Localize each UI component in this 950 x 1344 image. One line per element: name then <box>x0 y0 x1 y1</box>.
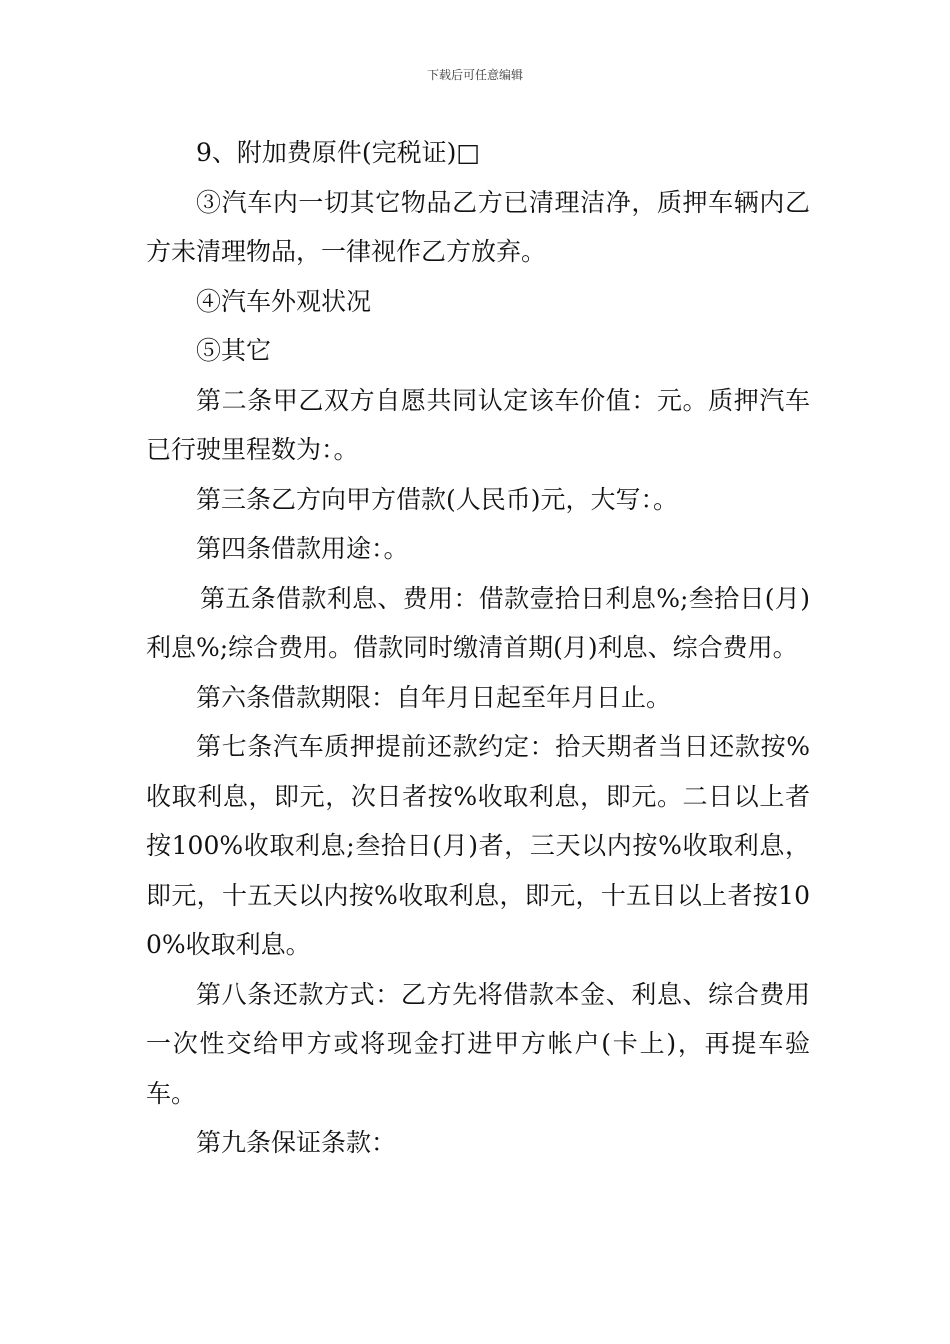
paragraph-article-4: 第四条借款用途：。 <box>196 534 409 563</box>
document-body <box>146 128 810 1168</box>
paragraph-item-5: ⑤其它 <box>196 336 272 365</box>
paragraph-item-4: ④汽车外观状况 <box>196 286 372 316</box>
page-header: 下载后可任意编辑 <box>426 68 523 82</box>
paragraph-article-3: 第三条乙方向甲方借款(人民币)元，大写：。 <box>196 484 679 514</box>
paragraph-article-9: 第九条保证条款： <box>196 1128 397 1157</box>
paragraph-item-3: ③汽车内一切其它物品乙方已清理洁净，质押车辆内乙方未清理物品，一律视作乙方放弃。 <box>146 187 810 266</box>
paragraph-article-6: 第六条借款期限：自年月日起至年月日止。 <box>196 682 672 712</box>
paragraph-attachment-9: 9、附加费原件(完税证)□ <box>196 138 481 167</box>
paragraph-article-8: 第八条还款方式：乙方先将借款本金、利息、综合费用一次性交给甲方或将现金打进甲方帐户(卡上)，再提车验车。 <box>146 979 810 1108</box>
paragraph-article-7: 第七条汽车质押提前还款约定：拾天期者当日还款按%收取利息，即元，次日者按%收取利息，即元。二日以上者按100%收取利息;叁拾日(月)者，三天以内按%收取利息，即元，十五天以内按%收取利息，即元，十五日以上者按100%收取利息。 <box>146 732 810 959</box>
paragraph-article-5: 第五条借款利息、费用：借款壹拾日利息%;叁拾日(月)利息%;综合费用。借款同时缴清首期(月)利息、综合费用。 <box>146 583 810 662</box>
paragraph-article-2: 第二条甲乙双方自愿共同认定该车价值：元。质押汽车已行驶里程数为：。 <box>146 385 810 464</box>
